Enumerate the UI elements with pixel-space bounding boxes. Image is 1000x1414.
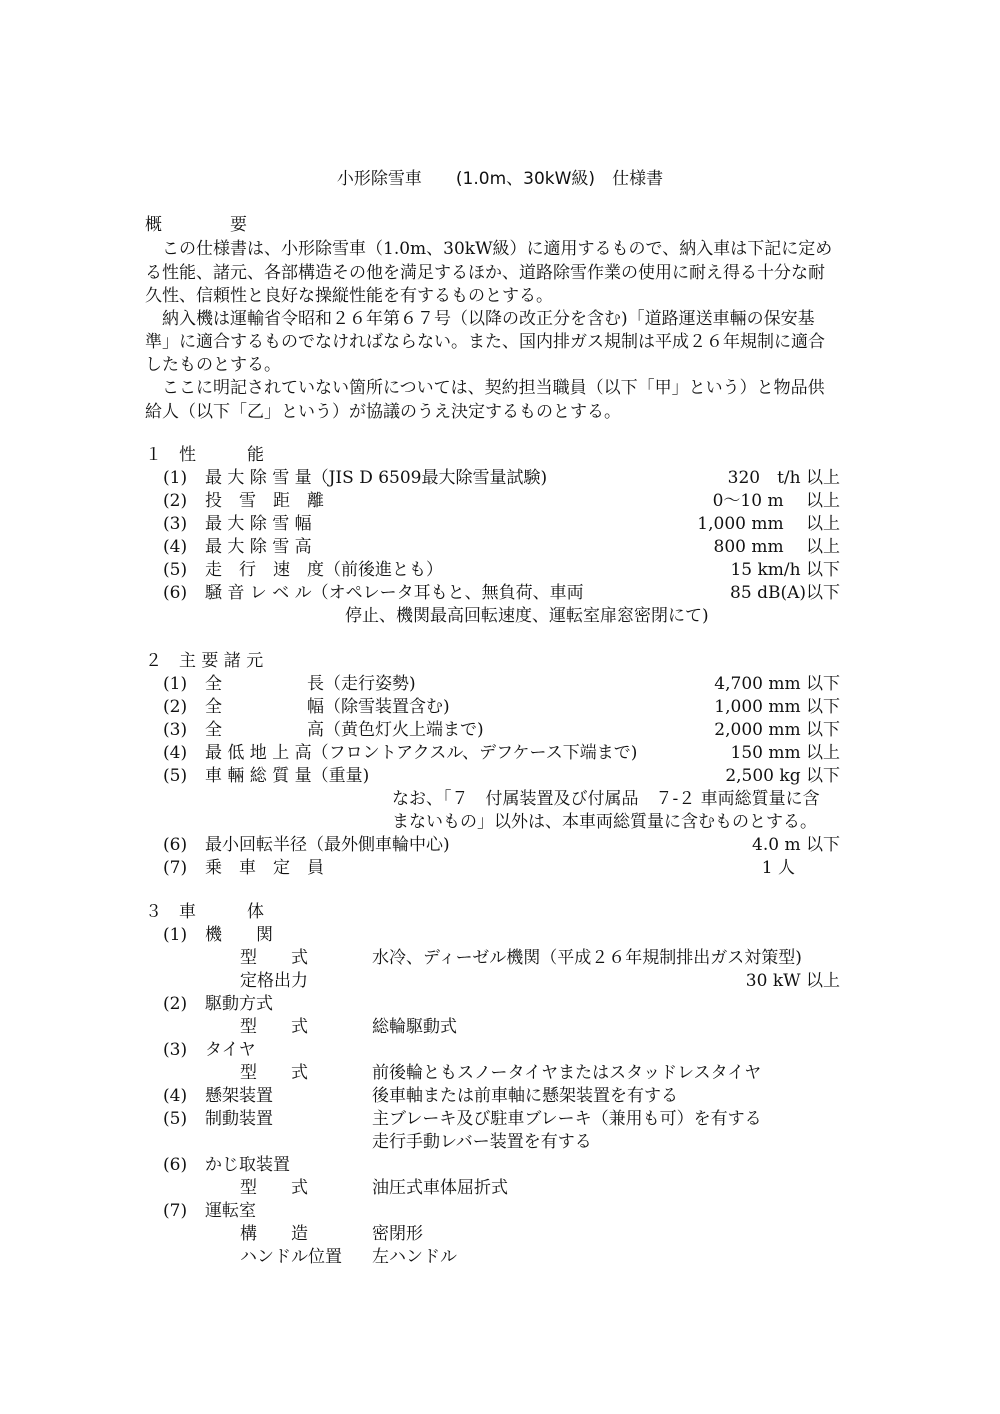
overview-line: したものとする。 [145,355,281,375]
sub-label: 型 式 [240,1017,308,1037]
item-number: (4) [163,537,188,557]
item-number: (2) [163,491,188,511]
item-number: (6) [163,835,188,855]
item-number: (3) [163,720,188,740]
sub-value: 左ハンドル [372,1247,457,1267]
item-number: (1) [163,925,188,945]
spec-label: 最小回転半径（最外側車輪中心) [205,835,450,855]
item-number: (5) [163,1109,188,1129]
overview-line: この仕様書は、小形除雪車（1.0m、30kW級）に適用するもので、納入車は下記に定め [145,239,833,259]
item-number: (3) [163,514,188,534]
item-label: 運転室 [205,1201,256,1221]
spec-label: 全 高（黄色灯火上端まで) [205,720,484,740]
item-number: (4) [163,1086,188,1106]
overview-line: 納入機は運輸省令昭和２６年第６７号（以降の改正分を含む)「道路運送車輛の保安基 [145,309,815,329]
overview-line: 久性、信頼性と良好な操縦性能を有するものとする。 [145,286,553,306]
sub-value: 走行手動レバー装置を有する [372,1132,592,1152]
sub-value: 後車軸または前車軸に懸架装置を有する [372,1086,678,1106]
sub-label: 型 式 [240,948,308,968]
sub-value: 総輪駆動式 [372,1017,457,1037]
item-label: 駆動方式 [205,994,273,1014]
spec-label: 走 行 速 度（前後進とも） [205,560,443,580]
sub-value: 密閉形 [372,1224,423,1244]
spec-label: 投 雪 距 離 [205,491,324,511]
item-number: (3) [163,1040,188,1060]
overview-line: る性能、諸元、各部構造その他を満足するほか、道路除雪作業の使用に耐え得る十分な耐 [145,263,825,283]
spec-note: まないもの」以外は、本車両総質量に含むものとする。 [392,812,817,832]
spec-value: 1,000 mm 以上 [697,514,840,534]
spec-value: 800 mm 以上 [713,537,840,557]
sub-label: 型 式 [240,1063,308,1083]
overview-line: 給人（以下「乙」という）が協議のうえ決定するものとする。 [145,402,621,422]
item-label: 機 関 [205,925,273,945]
item-number: (7) [163,1201,188,1221]
spec-label: 最 大 除 雪 量（JIS D 6509最大除雪量試験) [205,468,548,488]
spec-value: 150 mm 以上 [730,743,840,763]
sub-value: 水冷、ディーゼル機関（平成２６年規制排出ガス対策型) [372,948,802,968]
item-number: (1) [163,468,188,488]
item-number: (4) [163,743,188,763]
spec-note: なお、「７ 付属装置及び付属品 ７-２ 車両総質量に含 [392,789,820,809]
sub-value: 油圧式車体屈折式 [372,1178,508,1198]
sub-value: 前後輪ともスノータイヤまたはスタッドレスタイヤ [372,1063,762,1083]
item-number: (2) [163,994,188,1014]
item-label: かじ取装置 [205,1155,290,1175]
item-number: (1) [163,674,188,694]
spec-value: 0〜10 m 以上 [712,491,840,511]
spec-value: 30 kW 以上 [745,971,840,991]
item-label: 懸架装置 [205,1086,273,1106]
spec-label: 全 長（走行姿勢) [205,674,416,694]
sub-label: 定格出力 [240,971,308,991]
section1-heading: １ 性 能 [145,445,264,465]
item-number: (2) [163,697,188,717]
item-number: (6) [163,1155,188,1175]
spec-value: 2,000 mm 以下 [714,720,840,740]
item-number: (6) [163,583,188,603]
sub-label: 構 造 [240,1224,308,1244]
overview-line: 準」に適合するものでなければならない。また、国内排ガス規制は平成２６年規制に適合 [145,332,825,352]
overview-line: ここに明記されていない箇所については、契約担当職員（以下「甲」という）と物品供 [145,378,825,398]
spec-value: 4,700 mm 以下 [714,674,840,694]
spec-label: 最 大 除 雪 高 [205,537,312,557]
item-label: タイヤ [205,1040,256,1060]
sub-label: ハンドル位置 [240,1247,342,1267]
spec-label: 最 大 除 雪 幅 [205,514,312,534]
item-label: 制動装置 [205,1109,273,1129]
spec-value: 1,000 mm 以下 [714,697,840,717]
spec-value: 4.0 m 以下 [752,835,840,855]
spec-note: 停止、機関最高回転速度、運転室扉窓密閉にて) [345,606,709,626]
spec-label: 最 低 地 上 高（フロントアクスル、デフケース下端まで) [205,743,638,763]
item-number: (5) [163,766,188,786]
item-number: (5) [163,560,188,580]
spec-label: 騒 音 レ ベ ル（オペレータ耳もと、無負荷、車両 [205,583,584,603]
sub-label: 型 式 [240,1178,308,1198]
spec-label: 全 幅（除雪装置含む) [205,697,450,717]
spec-value: 320 t/h 以上 [727,468,840,488]
section2-heading: ２ 主 要 諸 元 [145,651,264,671]
item-number: (7) [163,858,188,878]
document-title: 小形除雪車 (1.0m、30kW級) 仕様書 [336,169,664,189]
spec-label: 車 輛 総 質 量（重量) [205,766,370,786]
spec-value: 1 人 [761,858,795,878]
section3-heading: ３ 車 体 [145,902,264,922]
overview-heading: 概 要 [145,215,247,235]
spec-value: 15 km/h 以下 [730,560,840,580]
sub-value: 主ブレーキ及び駐車ブレーキ（兼用も可）を有する [372,1109,762,1129]
spec-label: 乗 車 定 員 [205,858,324,878]
spec-value: 2,500 kg 以下 [725,766,840,786]
spec-value: 85 dB(A)以下 [730,583,840,603]
